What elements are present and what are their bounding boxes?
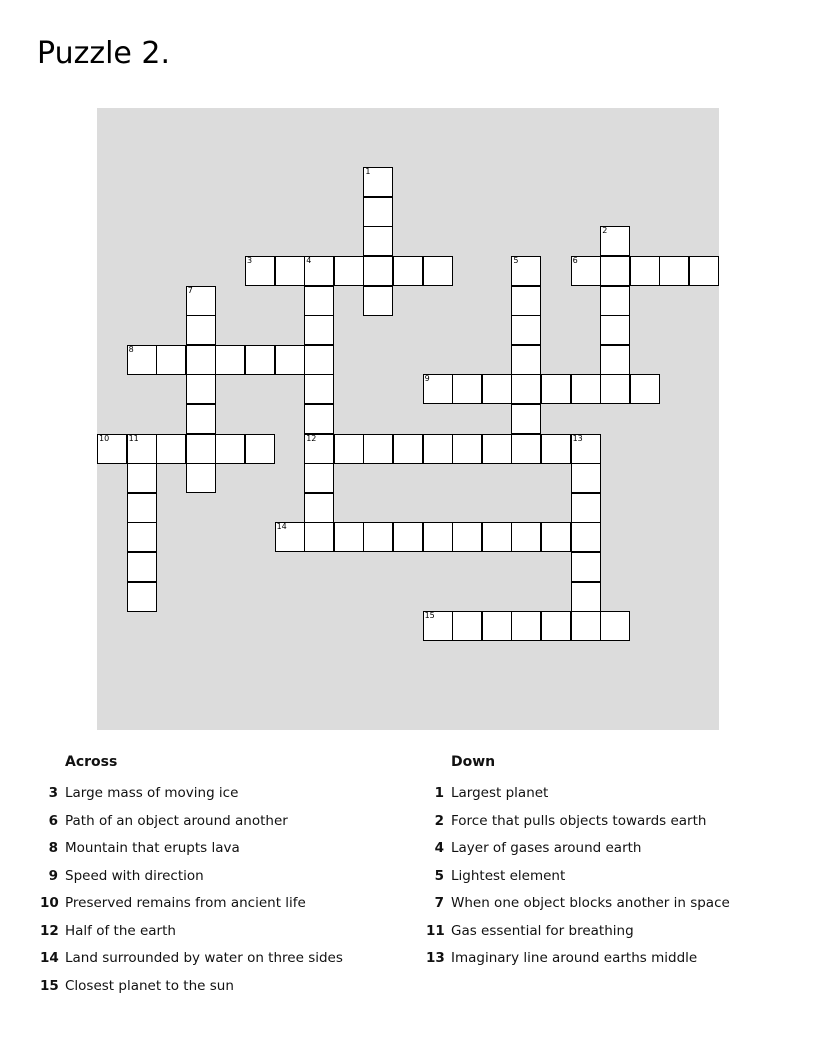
cell-number: 13: [572, 433, 583, 443]
grid-cell[interactable]: [215, 434, 245, 464]
grid-cell[interactable]: [304, 315, 334, 345]
grid-cell[interactable]: [245, 256, 275, 286]
grid-cell[interactable]: [127, 434, 157, 464]
grid-cell[interactable]: [482, 434, 512, 464]
clue-number: 14: [40, 950, 59, 966]
cell-number: 2: [602, 226, 608, 236]
clue-text: Path of an object around another: [65, 813, 288, 829]
cell-number: 15: [424, 611, 435, 621]
clue-number: 12: [40, 923, 59, 939]
grid-cell[interactable]: [304, 256, 334, 286]
grid-cell[interactable]: [127, 463, 157, 493]
clue-number: 8: [48, 840, 58, 856]
grid-cell[interactable]: [186, 404, 216, 434]
grid-cell[interactable]: [393, 522, 423, 552]
grid-cell[interactable]: [127, 552, 157, 582]
clue-number: 1: [434, 785, 444, 801]
grid-cell[interactable]: [541, 522, 571, 552]
grid-cell[interactable]: [127, 582, 157, 612]
grid-cell[interactable]: [156, 345, 186, 375]
grid-cell[interactable]: [600, 374, 630, 404]
clue-text: Mountain that erupts lava: [65, 840, 240, 856]
grid-cell[interactable]: [630, 256, 660, 286]
grid-cell[interactable]: [571, 493, 601, 523]
grid-cell[interactable]: [363, 434, 393, 464]
grid-cell[interactable]: [600, 226, 630, 256]
clue-text: Largest planet: [451, 785, 549, 801]
clue-number: 2: [434, 813, 444, 829]
cell-number: 12: [306, 433, 317, 443]
clue-number: 15: [40, 978, 59, 994]
grid-cell[interactable]: [275, 522, 305, 552]
clue-text: Closest planet to the sun: [65, 978, 234, 994]
grid-cell[interactable]: [571, 434, 601, 464]
clue-text: Layer of gases around earth: [451, 840, 642, 856]
grid-cell[interactable]: [363, 522, 393, 552]
grid-cell[interactable]: [304, 374, 334, 404]
grid-cell[interactable]: [363, 226, 393, 256]
clue-number: 10: [40, 895, 59, 911]
grid-cell[interactable]: [186, 286, 216, 316]
grid-cell[interactable]: [541, 374, 571, 404]
grid-cell[interactable]: [571, 582, 601, 612]
grid-cell[interactable]: [452, 374, 482, 404]
grid-cell[interactable]: [304, 493, 334, 523]
grid-cell[interactable]: [482, 522, 512, 552]
grid-cell[interactable]: [452, 434, 482, 464]
grid-cell[interactable]: [127, 345, 157, 375]
grid-cell[interactable]: [600, 611, 630, 641]
grid-cell[interactable]: [600, 315, 630, 345]
clue-text: When one object blocks another in space: [451, 895, 730, 911]
cell-number: 8: [128, 344, 134, 354]
grid-cell[interactable]: [541, 434, 571, 464]
grid-cell[interactable]: [571, 552, 601, 582]
grid-cell[interactable]: [452, 522, 482, 552]
clue-number: 7: [434, 895, 444, 911]
grid-cell[interactable]: [600, 256, 630, 286]
grid-cell[interactable]: [186, 345, 216, 375]
cell-number: 7: [187, 285, 193, 295]
grid-cell[interactable]: [186, 463, 216, 493]
cell-number: 1: [365, 167, 371, 177]
grid-cell[interactable]: [511, 434, 541, 464]
clue-text: Lightest element: [451, 868, 566, 884]
clue-text: Preserved remains from ancient life: [65, 895, 306, 911]
page-title: Puzzle 2.: [37, 36, 171, 71]
grid-cell[interactable]: [600, 286, 630, 316]
grid-cell[interactable]: [363, 256, 393, 286]
grid-cell[interactable]: [275, 256, 305, 286]
grid-cell[interactable]: [511, 522, 541, 552]
clue-text: Large mass of moving ice: [65, 785, 239, 801]
clue-text: Force that pulls objects towards earth: [451, 813, 707, 829]
grid-cell[interactable]: [630, 374, 660, 404]
cell-number: 9: [424, 374, 430, 384]
grid-cell[interactable]: [245, 434, 275, 464]
clue-number: 4: [434, 840, 444, 856]
clue-text: Gas essential for breathing: [451, 923, 634, 939]
grid-cell[interactable]: [245, 345, 275, 375]
grid-cell[interactable]: [571, 522, 601, 552]
clue-number: 13: [426, 950, 445, 966]
grid-cell[interactable]: [482, 611, 512, 641]
grid-cell[interactable]: [511, 286, 541, 316]
grid-cell[interactable]: [156, 434, 186, 464]
grid-cell[interactable]: [482, 374, 512, 404]
clue-number: 9: [48, 868, 58, 884]
grid-cell[interactable]: [541, 611, 571, 641]
grid-cell[interactable]: [363, 286, 393, 316]
grid-cell[interactable]: [186, 315, 216, 345]
crossword-grid: [97, 108, 719, 730]
grid-cell[interactable]: [304, 345, 334, 375]
grid-cell[interactable]: [363, 167, 393, 197]
cell-number: 3: [247, 256, 253, 265]
grid-cell[interactable]: [97, 434, 127, 464]
across-heading: Across: [65, 754, 118, 770]
grid-cell[interactable]: [423, 522, 453, 552]
clue-text: Land surrounded by water on three sides: [65, 950, 343, 966]
grid-cell[interactable]: [571, 256, 601, 286]
grid-cell[interactable]: [511, 374, 541, 404]
grid-cell[interactable]: [571, 463, 601, 493]
grid-cell[interactable]: [511, 404, 541, 434]
grid-cell[interactable]: [423, 374, 453, 404]
cell-number: 4: [306, 256, 312, 265]
grid-cell[interactable]: [334, 522, 364, 552]
grid-cell[interactable]: [659, 256, 689, 286]
grid-cell[interactable]: [571, 611, 601, 641]
grid-cell[interactable]: [334, 434, 364, 464]
grid-cell[interactable]: [334, 256, 364, 286]
clue-number: 3: [48, 785, 58, 801]
grid-cell[interactable]: [571, 374, 601, 404]
grid-cell[interactable]: [304, 522, 334, 552]
cell-number: 5: [513, 256, 519, 265]
grid-cell[interactable]: [186, 374, 216, 404]
cell-number: 14: [276, 522, 287, 532]
grid-cell[interactable]: [423, 434, 453, 464]
grid-cell[interactable]: [511, 345, 541, 375]
grid-cell[interactable]: [452, 611, 482, 641]
clue-text: Half of the earth: [65, 923, 176, 939]
grid-cell[interactable]: [304, 463, 334, 493]
grid-cell[interactable]: [511, 611, 541, 641]
grid-cell[interactable]: [304, 434, 334, 464]
grid-cell[interactable]: [127, 493, 157, 523]
grid-cell[interactable]: [304, 404, 334, 434]
grid-cell[interactable]: [393, 256, 423, 286]
grid-cell[interactable]: [600, 345, 630, 375]
grid-cell[interactable]: [186, 434, 216, 464]
grid-cell[interactable]: [363, 197, 393, 227]
grid-cell[interactable]: [393, 434, 423, 464]
clue-text: Imaginary line around earths middle: [451, 950, 698, 966]
cell-number: 10: [99, 433, 110, 443]
grid-cell[interactable]: [423, 611, 453, 641]
cell-number: 11: [128, 433, 139, 443]
cell-number: 6: [572, 256, 578, 265]
grid-cell[interactable]: [304, 286, 334, 316]
clue-number: 6: [48, 813, 58, 829]
clue-number: 11: [426, 923, 445, 939]
grid-cell[interactable]: [127, 522, 157, 552]
down-heading: Down: [451, 754, 496, 770]
grid-cell[interactable]: [511, 256, 541, 286]
grid-cell[interactable]: [689, 256, 719, 286]
grid-cell[interactable]: [215, 345, 245, 375]
clue-number: 5: [434, 868, 444, 884]
grid-cell[interactable]: [275, 345, 305, 375]
clue-text: Speed with direction: [65, 868, 204, 884]
grid-cell[interactable]: [423, 256, 453, 286]
grid-cell[interactable]: [511, 315, 541, 345]
